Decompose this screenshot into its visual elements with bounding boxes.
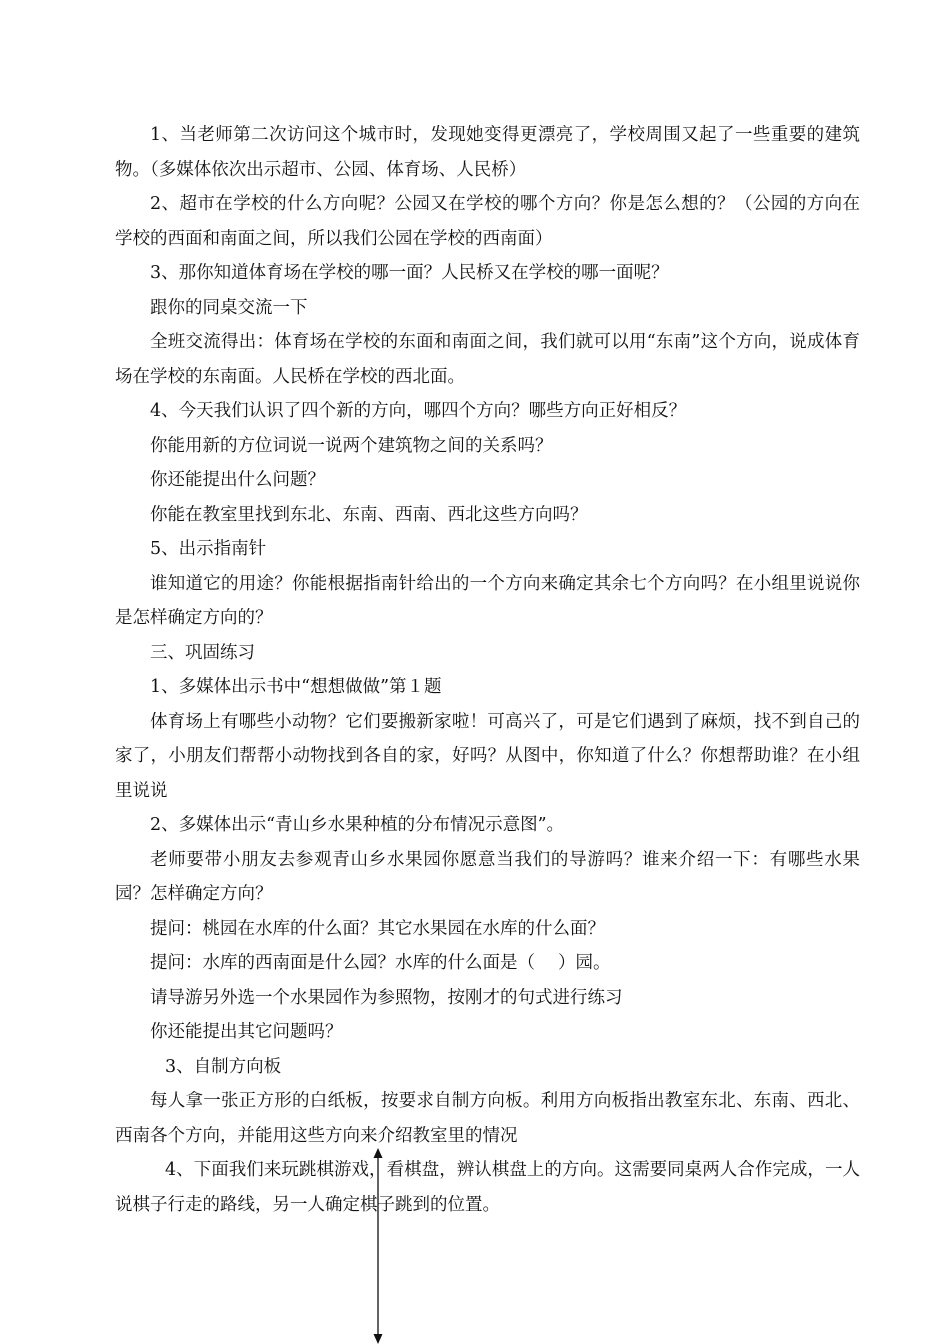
paragraph-21: 3、自制方向板: [165, 1056, 282, 1077]
paragraph-1: 1、当老师第二次访问这个城市时，发现她变得更漂亮了，学校周围又起了一些重要的建筑物。（多媒体依次出示超市、公园、体育场、人民桥）: [115, 125, 860, 180]
paragraph-9: 你能在教室里找到东北、东南、西南、西北这些方向吗？: [150, 504, 588, 525]
paragraph-10: 5、出示指南针: [150, 539, 267, 559]
arrow-head-up: [374, 1148, 383, 1158]
document-body: [115, 118, 860, 1222]
paragraph-19: 请导游另外选一个水果园作为参照物，按刚才的句式进行练习: [150, 987, 623, 1008]
paragraph-7: 你能用新的方位词说一说两个建筑物之间的关系吗？: [150, 435, 553, 456]
paragraph-23: 4、下面我们来玩跳棋游戏，看棋盘，辨认棋盘上的方向。这需要同桌两人合作完成，一人说棋子行走的路线，另一人确定棋子跳到的位置。: [115, 1160, 860, 1215]
paragraph-5: 全班交流得出：体育场在学校的东面和南面之间，我们就可以用“东南”这个方向，说成体育场在学校的东南面。人民桥在学校的西北面。: [115, 332, 860, 387]
paragraph-18: 提问：水库的西南面是什么园？水库的什么面是（ ）园。: [150, 953, 611, 973]
arrow-head-down: [374, 1334, 383, 1344]
paragraph-20: 你还能提出其它问题吗？: [150, 1022, 343, 1042]
paragraph-2: 2、超市在学校的什么方向呢？公园又在学校的哪个方向？你是怎么想的？（公园的方向在学校的西面和南面之间，所以我们公园在学校的西南面）: [115, 194, 860, 249]
paragraph-11: 谁知道它的用途？你能根据指南针给出的一个方向来确定其余七个方向吗？在小组里说说你是怎样确定方向的？: [115, 573, 860, 628]
paragraph-17: 提问：桃园在水库的什么面？其它水果园在水库的什么面？: [150, 918, 605, 939]
paragraph-14: 体育场上有哪些小动物？它们要搬新家啦！可高兴了，可是它们遇到了麻烦，找不到自己的家了，小朋友们帮帮小动物找到各自的家，好吗？从图中，你知道了什么？你想帮助谁？在小组里说说: [115, 711, 860, 801]
paragraph-8: 你还能提出什么问题？: [150, 470, 325, 490]
paragraph-22: 每人拿一张正方形的白纸板，按要求自制方向板。利用方向板指出教室东北、东南、西北、西南各个方向，并能用这些方向来介绍教室里的情况: [115, 1091, 860, 1146]
section-heading: 三、巩固练习: [150, 642, 255, 663]
vertical-double-arrow: [368, 1148, 388, 1344]
paragraph-3: 3、那你知道体育场在学校的哪一面？人民桥又在学校的哪一面呢？: [150, 263, 669, 283]
paragraph-16: 老师要带小朋友去参观青山乡水果园你愿意当我们的导游吗？谁来介绍一下：有哪些水果园？怎样确定方向？: [115, 849, 860, 904]
paragraph-4: 跟你的同桌交流一下: [150, 297, 308, 318]
paragraph-13: 1、多媒体出示书中“想想做做”第１题: [150, 677, 442, 697]
paragraph-15: 2、多媒体出示“青山乡水果种植的分布情况示意图”。: [150, 815, 565, 835]
paragraph-6: 4、今天我们认识了四个新的方向，哪四个方向？哪些方向正好相反？: [150, 401, 687, 421]
